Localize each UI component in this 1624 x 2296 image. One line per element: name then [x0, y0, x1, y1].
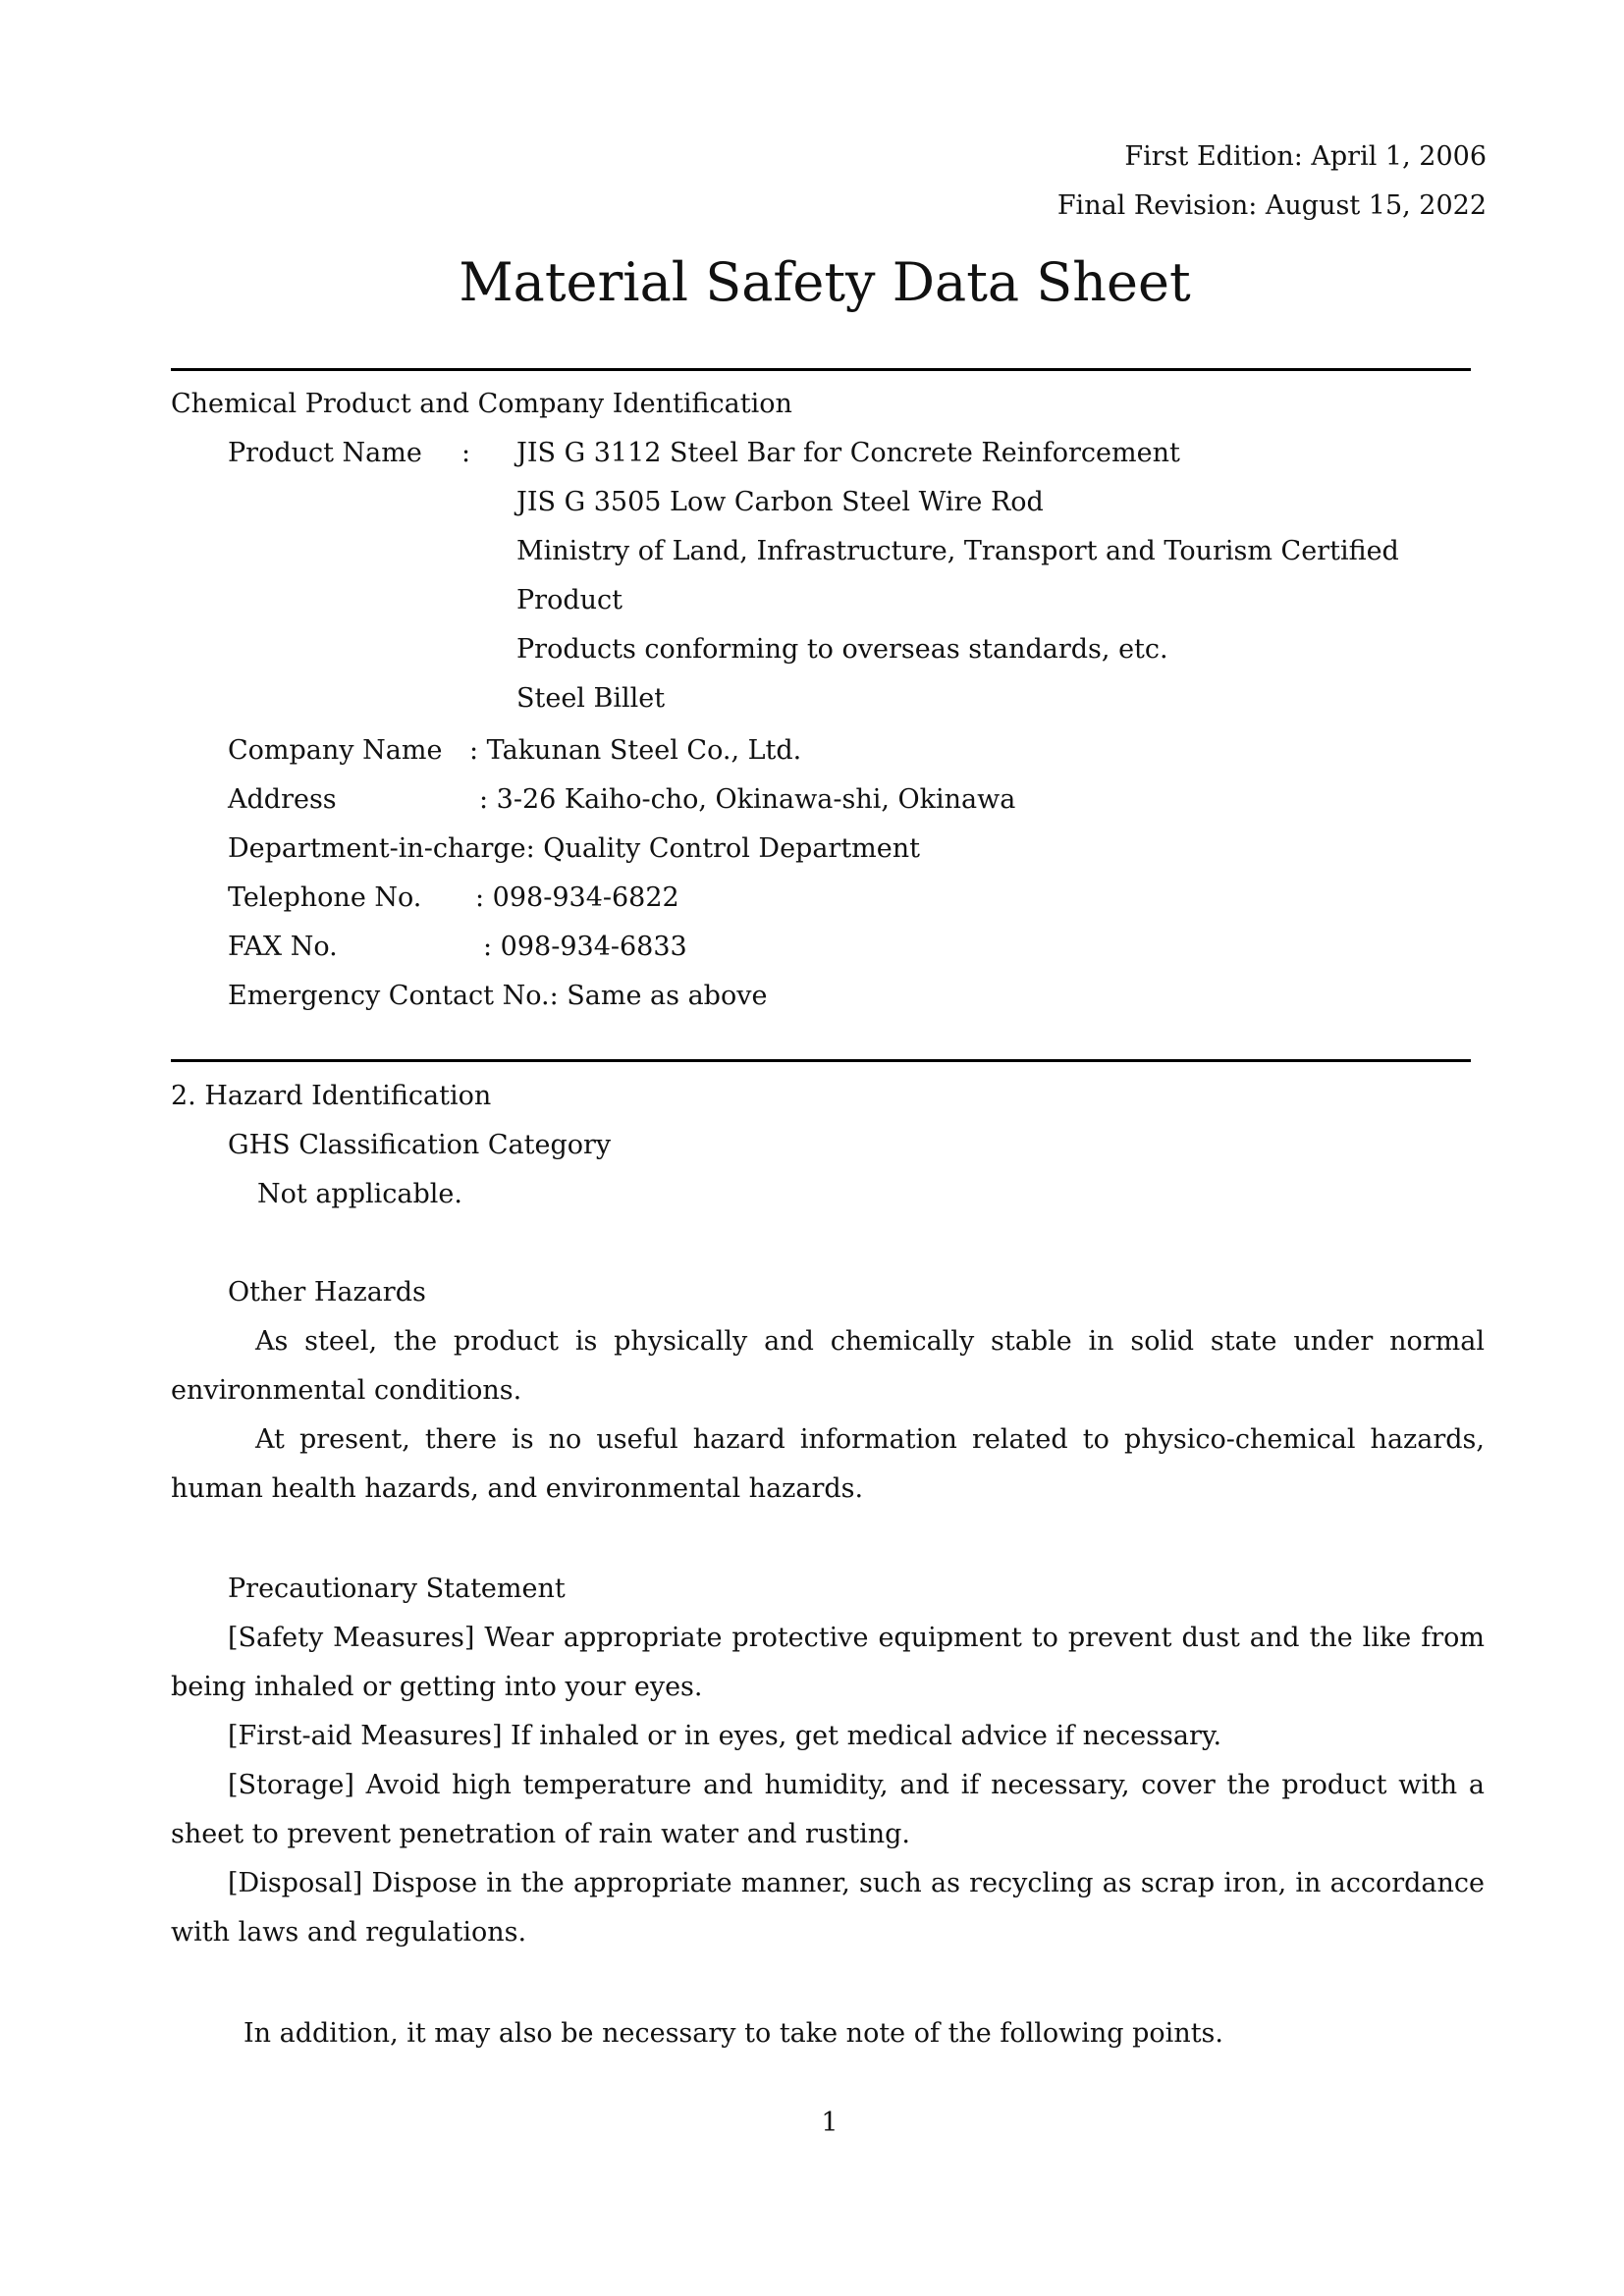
product-item: Steel Billet — [516, 683, 666, 714]
product-item: Ministry of Land, Infrastructure, Transport and Tourism Certified — [516, 536, 1399, 566]
emergency-contact: Emergency Contact No.: Same as above — [228, 981, 768, 1011]
disposal-paragraph: [Disposal] Dispose in the appropriate manner, such as recycling as scrap iron, in accordance with laws and regulations. — [171, 1868, 1485, 1948]
product-item: Products conforming to overseas standards, etc. — [516, 634, 1168, 665]
address-label: Address — [228, 784, 337, 815]
precaution-heading: Precautionary Statement — [228, 1574, 566, 1604]
storage-paragraph: [Storage] Avoid high temperature and humidity, and if necessary, cover the product with a sheet to prevent penetration of rain water and rusting. — [171, 1770, 1485, 1849]
product-name-label: Product Name — [228, 438, 422, 468]
product-item: Product — [516, 585, 623, 615]
product-item: JIS G 3112 Steel Bar for Concrete Reinforcement — [516, 438, 1180, 468]
section-divider — [171, 1059, 1471, 1062]
section1-heading: Chemical Product and Company Identification — [171, 389, 792, 419]
section2-heading: 2. Hazard Identification — [171, 1081, 492, 1111]
telephone-value: : 098-934-6822 — [475, 882, 679, 913]
other-hazards-paragraph: As steel, the product is physically and chemically stable in solid state under normal environmental conditions. — [171, 1326, 1485, 1406]
product-name-colon: : — [461, 438, 471, 468]
safety-measures-paragraph: [Safety Measures] Wear appropriate protective equipment to prevent dust and the like from being inhaled or getting into your eyes. — [171, 1623, 1485, 1702]
fax-value: : 098-934-6833 — [483, 932, 687, 962]
addition-note: In addition, it may also be necessary to take note of the following points. — [244, 2018, 1223, 2049]
fax-label: FAX No. — [228, 932, 338, 962]
first-edition-date: First Edition: April 1, 2006 — [1124, 141, 1487, 172]
page-title: Material Safety Data Sheet — [459, 251, 1191, 313]
telephone-label: Telephone No. — [228, 882, 422, 913]
final-revision-date: Final Revision: August 15, 2022 — [1056, 190, 1487, 221]
other-hazards-paragraph: At present, there is no useful hazard information related to physico-chemical hazards, human health hazards, and environmental hazards. — [171, 1424, 1485, 1504]
product-item: JIS G 3505 Low Carbon Steel Wire Rod — [516, 487, 1044, 517]
section-divider — [171, 368, 1471, 371]
first-aid-paragraph: [First-aid Measures] If inhaled or in eyes, get medical advice if necessary. — [228, 1721, 1222, 1751]
page-number: 1 — [821, 2108, 839, 2138]
other-hazards-heading: Other Hazards — [228, 1277, 426, 1308]
address-value: : 3-26 Kaiho-cho, Okinawa-shi, Okinawa — [479, 784, 1016, 815]
department-in-charge: Department-in-charge: Quality Control Department — [228, 833, 921, 864]
ghs-value: Not applicable. — [257, 1179, 462, 1209]
company-name-value: : Takunan Steel Co., Ltd. — [469, 735, 802, 766]
ghs-heading: GHS Classification Category — [228, 1130, 612, 1160]
company-name-label: Company Name — [228, 735, 443, 766]
